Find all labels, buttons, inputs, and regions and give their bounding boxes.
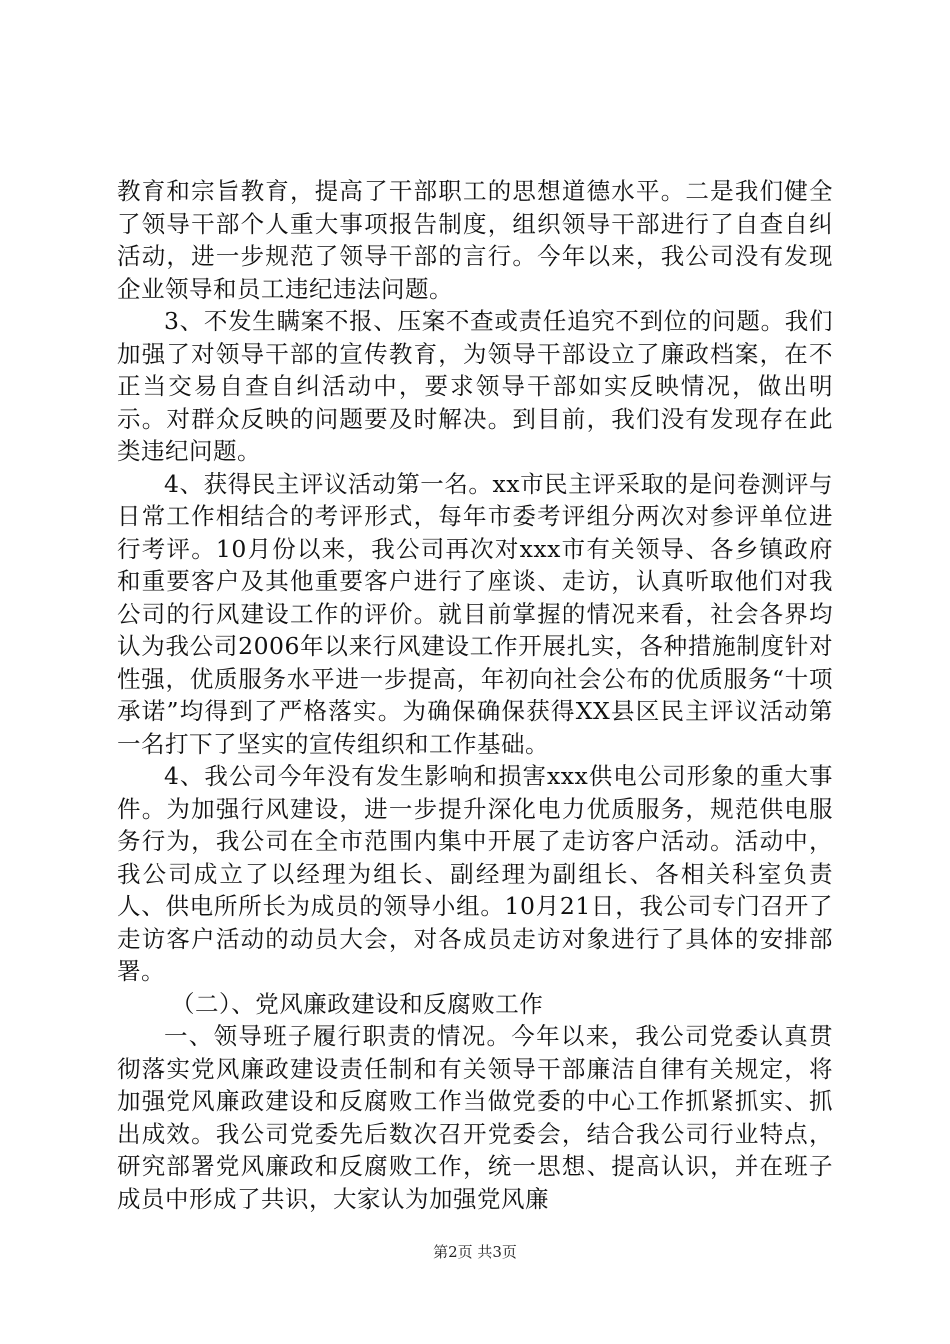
- page-number-footer: 第2页 共3页: [433, 1243, 517, 1261]
- paragraph-continuation: 教育和宗旨教育，提高了干部职工的思想道德水平。二是我们健全了领导干部个人重大事项报告制度，组织领导干部进行了自查自纠活动，进一步规范了领导干部的言行。今年以来，我公司没有发现企业领导和员工违纪违法问题。: [117, 177, 833, 303]
- document-body: [117, 175, 833, 1215]
- paragraph-leadership: 一、领导班子履行职责的情况。今年以来，我公司党委认真贯彻落实党风廉政建设责任制和有关领导干部廉洁自律有关规定，将加强党风廉政建设和反腐败工作当做党委的中心工作抓紧抓实、抓出成效。我公司党委先后数次召开党委会，结合我公司行业特点，研究部署党风廉政和反腐败工作，统一思想、提高认识，并在班子成员中形成了共识，大家认为加强党风廉: [117, 1022, 833, 1213]
- paragraph-item-4-events: 4、我公司今年没有发生影响和损害xxx供电公司形象的重大事件。为加强行风建设，进一步提升深化电力优质服务，规范供电服务行为，我公司在全市范围内集中开展了走访客户活动。活动中，我公司成立了以经理为组长、副经理为副组长、各相关科室负责人、供电所所长为成员的领导小组。10月21日，我公司专门召开了走访客户活动的动员大会，对各成员走访对象进行了具体的安排部署。: [117, 762, 833, 985]
- paragraph-item-3: 3、不发生瞒案不报、压案不查或责任追究不到位的问题。我们加强了对领导干部的宣传教育，为领导干部设立了廉政档案，在不正当交易自查自纠活动中，要求领导干部如实反映情况，做出明示。对群众反映的问题要及时解决。到目前，我们没有发现存在此类违纪问题。: [117, 307, 833, 465]
- paragraph-item-4-evaluation: 4、获得民主评议活动第一名。xx市民主评采取的是问卷测评与日常工作相结合的考评形式，每年市委考评组分两次对参评单位进行考评。10月份以来，我公司再次对xxx市有关领导、各乡镇政府和重要客户及其他重要客户进行了座谈、走访，认真听取他们对我公司的行风建设工作的评价。就目前掌握的情况来看，社会各界均认为我公司2006年以来行风建设工作开展扎实，各种措施制度针对性强，优质服务水平进一步提高，年初向社会公布的优质服务“十项承诺”均得到了严格落实。为确保确保获得XX县区民主评议活动第一名打下了坚实的宣传组织和工作基础。: [117, 469, 833, 758]
- section-heading: （二）、党风廉政建设和反腐败工作: [171, 989, 544, 1018]
